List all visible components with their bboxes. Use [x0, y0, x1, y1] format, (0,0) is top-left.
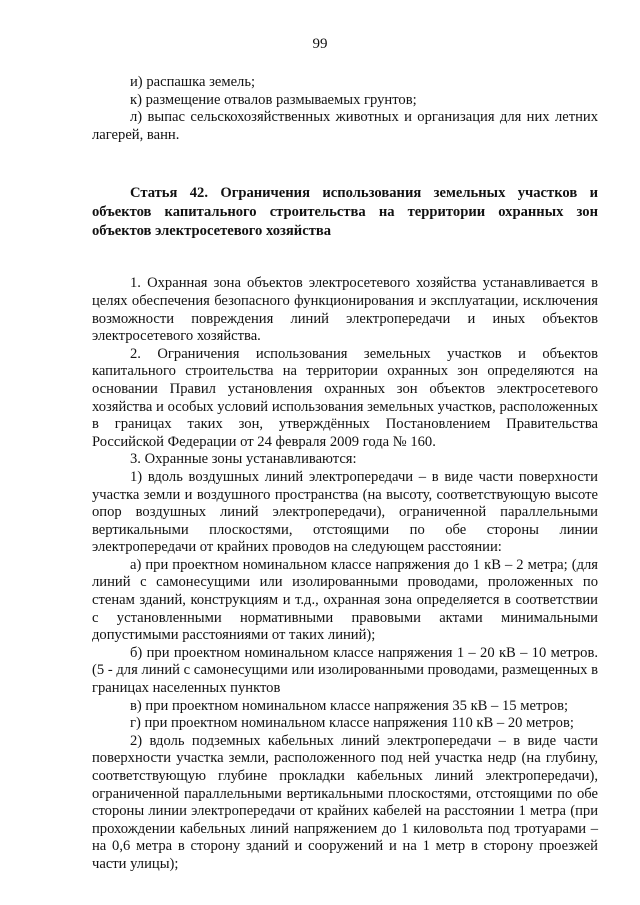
paragraph: б) при проектном номинальном классе напряжения 1 – 20 кВ – 10 метров. (5 - для линий с самонесущими или изолированными проводами, размещенных в границах населенных пунктов — [92, 644, 598, 697]
paragraph: 3. Охранные зоны устанавливаются: — [130, 451, 357, 468]
list-item: и) распашка земель; — [130, 74, 256, 90]
paragraph: в) при проектном номинальном классе напряжения 35 кВ – 15 метров; — [130, 697, 569, 714]
page-number: 99 — [312, 36, 328, 52]
paragraph: 1. Охранная зона объектов электросетевого хозяйства устанавливается в целях обеспечения безопасного функционирования и эксплуатации, исключения возможности повреждения линий электропередачи и иных объектов электросетевого хозяйства. — [92, 275, 598, 345]
list-item: к) размещение отвалов размываемых грунтов; — [130, 91, 417, 108]
document-body — [92, 74, 598, 874]
paragraph: 2. Ограничения использования земельных участков и объектов капитального строительства на территории охранных зон определяются на основании Правил установления охранных зон объектов электросетевого хозяйства и особых условий использования земельных участков, расположенных в границах таких зон, утверждённых Постановлением Правительства Российской Федерации от 24 февраля 2009 года № 160. — [92, 345, 598, 450]
list-item: л) выпас сельскохозяйственных животных и организация для них летних лагерей, ванн. — [92, 109, 598, 143]
paragraph: 2) вдоль подземных кабельных линий электропередачи – в виде части поверхности участка земли, расположенного под ней участка недр (на глубину, соответствующую глубине прокладки кабельных линий электропередачи), ограниченной параллельными вертикальными плоскостями, отстоящими по обе стороны линии электропередачи от крайних кабелей на расстоянии 1 метра (при прохождении кабельных линий напряжением до 1 киловольта под тротуарами – на 0,6 метра в сторону зданий и сооружений и на 1 метр в сторону проезжей части улицы); — [92, 732, 598, 872]
article-heading: Статья 42. Ограничения использования земельных участков и объектов капитального строительства на территории охранных зон объектов электросетевого хозяйства — [92, 185, 598, 240]
paragraph: а) при проектном номинальном классе напряжения до 1 кВ – 2 метра; (для линий с самонесущими или изолированными проводами, проложенных по стенам зданий, конструкциям и т.д., охранная зона определяется в соответствии с установленными нормативными правовыми актами минимальными допустимыми расстояниями от таких линий); — [92, 556, 598, 644]
paragraph: г) при проектном номинальном классе напряжения 110 кВ – 20 метров; — [130, 715, 574, 732]
paragraph: 1) вдоль воздушных линий электропередачи – в виде части поверхности участка земли и воздушного пространства (на высоту, соответствующую высоте опор воздушных линий электропередачи), ограниченной параллельными вертикальными плоскостями, отстоящими по обе стороны линии электропередачи от крайних проводов на следующем расстоянии: — [92, 468, 598, 556]
